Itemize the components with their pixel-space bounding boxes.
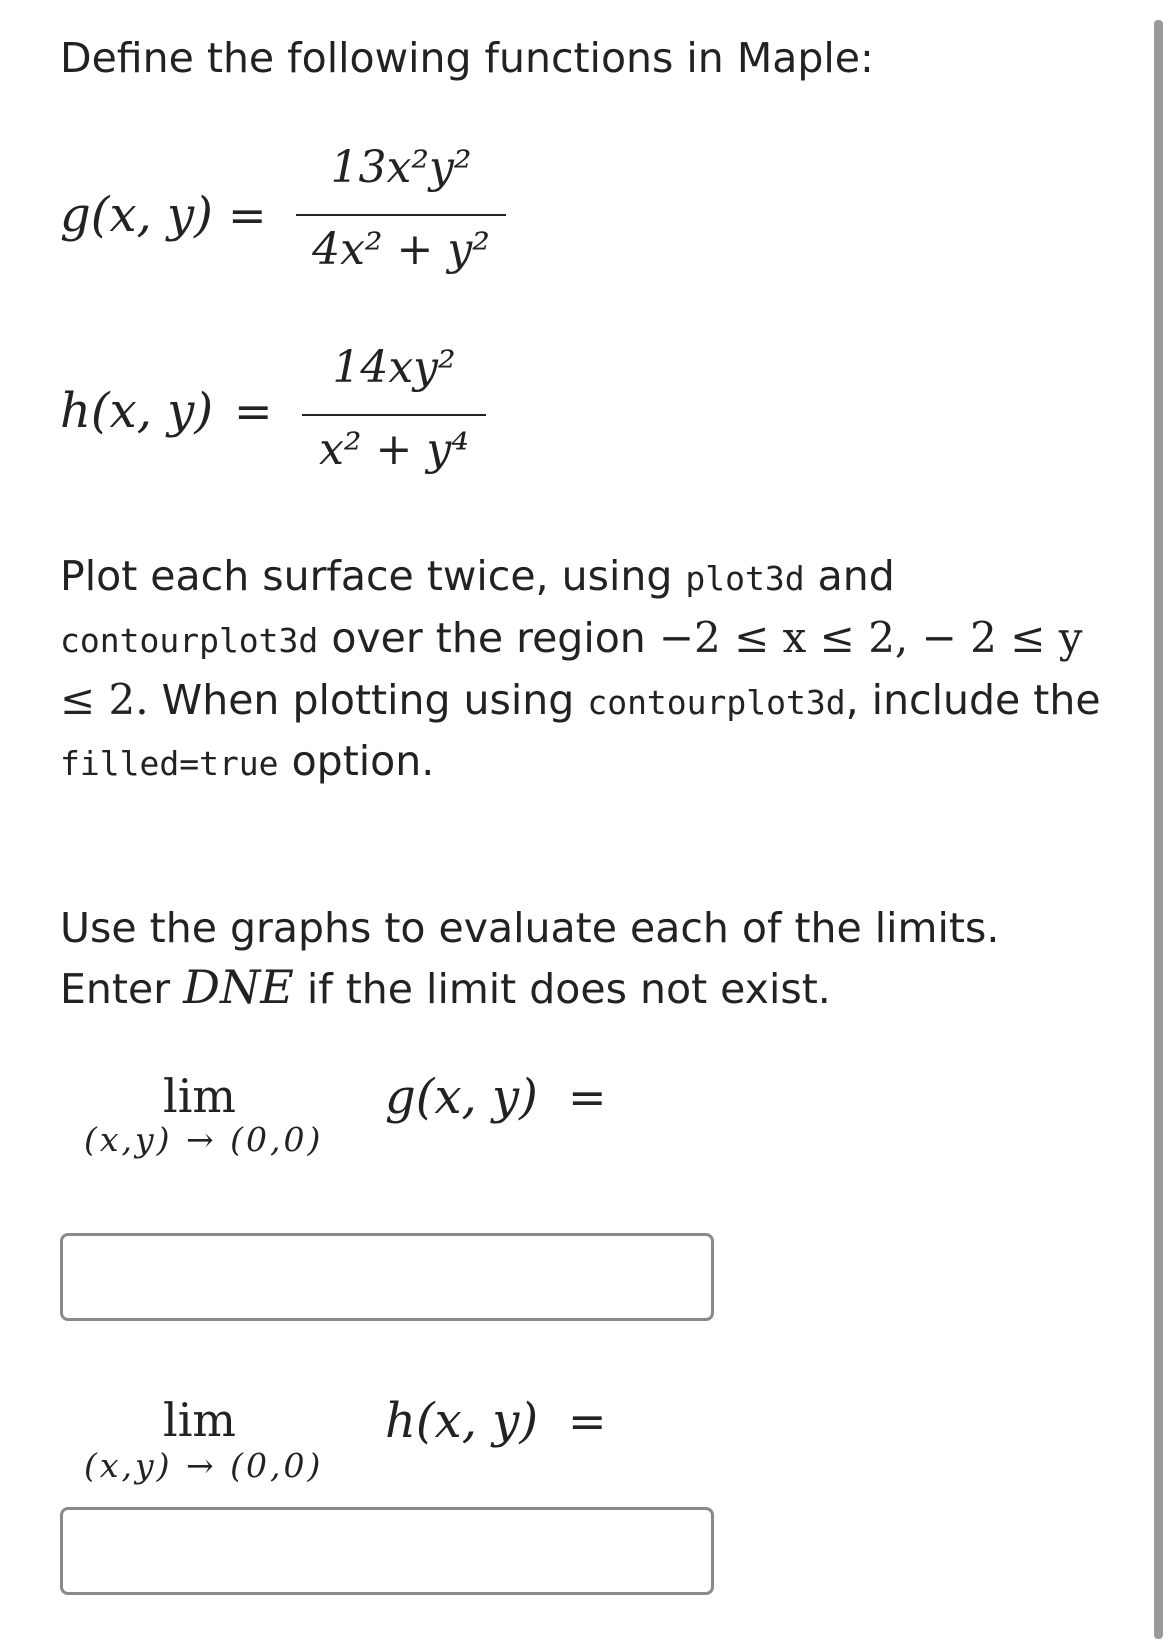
limit-1-equals: =	[568, 1070, 607, 1124]
limit-g-answer-input[interactable]	[60, 1233, 714, 1321]
page-heading: Define the following functions in Maple:	[60, 34, 874, 82]
code-filled-true: filled=true	[60, 744, 279, 783]
instr-text-1: Plot each surface twice, using	[60, 552, 673, 600]
region-inequality: −2 ≤ x ≤ 2, − 2 ≤ y ≤ 2.	[60, 613, 1083, 724]
limit-1-subscript: (x,y) → (0,0)	[84, 1120, 324, 1159]
code-contourplot3d-2: contourplot3d	[587, 683, 846, 722]
h-numerator: 14xy²	[332, 342, 456, 393]
limit-2-subscript: (x,y) → (0,0)	[84, 1446, 324, 1485]
g-fraction-bar	[296, 214, 506, 216]
h-function-lhs	[60, 382, 213, 440]
h-denominator: x² + y⁴	[319, 424, 469, 475]
evaluate-line-1: Use the graphs to evaluate each of the limits.	[60, 904, 1000, 952]
limit-1-function: g(x, y)	[385, 1069, 538, 1125]
evaluate-line-2: if the limit does not exist.	[306, 965, 831, 1013]
limit-2-lim: lim	[163, 1393, 237, 1447]
instr-text-4: When plotting using	[161, 676, 575, 724]
instr-text-5: , include the	[845, 676, 1101, 724]
code-plot3d: plot3d	[685, 559, 805, 598]
h-equals: =	[234, 384, 273, 438]
limit-2-function: h(x, y)	[385, 1393, 539, 1449]
code-contourplot3d: contourplot3d	[60, 621, 319, 660]
plot-instructions	[60, 547, 1130, 793]
instr-text-3: over the region	[331, 614, 646, 662]
g-name: g	[60, 187, 91, 243]
g-denominator: 4x² + y²	[312, 224, 490, 275]
limit-h-answer-input[interactable]	[60, 1507, 714, 1595]
h-args: (x, y)	[90, 383, 214, 439]
dne-label: DNE	[183, 960, 294, 1014]
h-fraction-bar	[302, 414, 486, 416]
evaluate-enter: Enter	[60, 965, 171, 1013]
page-scrollbar[interactable]	[1154, 20, 1163, 1639]
g-equals: =	[228, 188, 267, 242]
h-name: h	[60, 383, 91, 439]
limit-2-equals: =	[568, 1394, 607, 1448]
instr-text-6: option.	[291, 737, 435, 785]
limit-1-lim: lim	[163, 1069, 237, 1123]
g-function-lhs	[60, 186, 213, 244]
instr-text-2: and	[817, 552, 895, 600]
evaluate-instructions	[60, 899, 1130, 1019]
g-numerator: 13x²y²	[330, 142, 472, 193]
g-args: (x, y)	[90, 187, 213, 243]
